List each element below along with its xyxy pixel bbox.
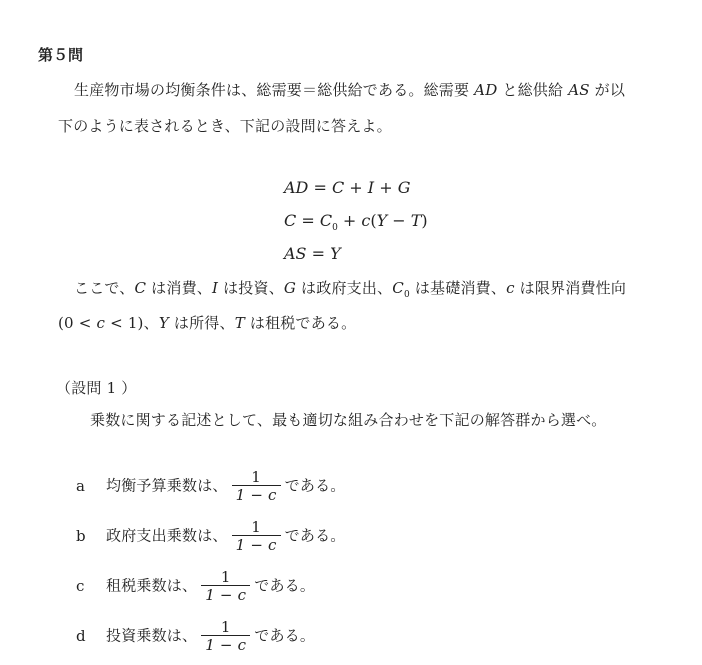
option-text: 投資乗数は、 <box>106 626 198 645</box>
problem-title: 第５問 <box>38 46 84 64</box>
option-text: 政府支出乗数は、 <box>106 526 228 545</box>
fraction: $\frac{1}{1 - c}$ <box>232 519 281 554</box>
equation-c: $C = C_0 + c(Y - T)$ <box>284 211 428 234</box>
option-a <box>76 469 345 504</box>
definition-line-1: ここで、C は消費、I は投資、G は政府支出、$C_0$ は基礎消費、c は限界消費性向 <box>74 279 627 300</box>
option-text: 租税乗数は、 <box>106 576 198 595</box>
option-suffix: である。 <box>254 626 316 645</box>
option-suffix: である。 <box>284 526 346 545</box>
definition-line-2: (0 < c < 1)、Y は所得、T は租税である。 <box>58 314 357 332</box>
equation-ad: AD = C + I + G <box>284 178 411 197</box>
option-letter: c <box>76 576 85 595</box>
fraction: $\frac{1}{1 - c}$ <box>201 619 250 654</box>
option-c <box>76 569 315 604</box>
intro-line-1 <box>74 79 625 100</box>
option-d <box>76 619 315 654</box>
option-letter: d <box>76 626 86 645</box>
fraction: $\frac{1}{1 - c}$ <box>232 469 281 504</box>
option-letter: a <box>76 476 86 495</box>
question-prompt: 乗数に関する記述として、最も適切な組み合わせを下記の解答群から選べ。 <box>90 411 607 429</box>
option-letter: b <box>76 526 86 545</box>
fraction: $\frac{1}{1 - c}$ <box>201 569 250 604</box>
question-label: （設問 1 ） <box>56 379 137 397</box>
option-suffix: である。 <box>284 476 346 495</box>
option-b <box>76 519 345 554</box>
option-suffix: である。 <box>254 576 316 595</box>
intro-text-1: 生産物市場の均衡条件は、総需要＝総供給である。総需要 AD と総供給 AS が以 <box>74 81 626 99</box>
intro-line-2: 下のように表されるとき、下記の設問に答えよ。 <box>58 117 392 135</box>
option-text: 均衡予算乗数は、 <box>106 476 228 495</box>
equation-as: AS = Y <box>284 244 341 263</box>
